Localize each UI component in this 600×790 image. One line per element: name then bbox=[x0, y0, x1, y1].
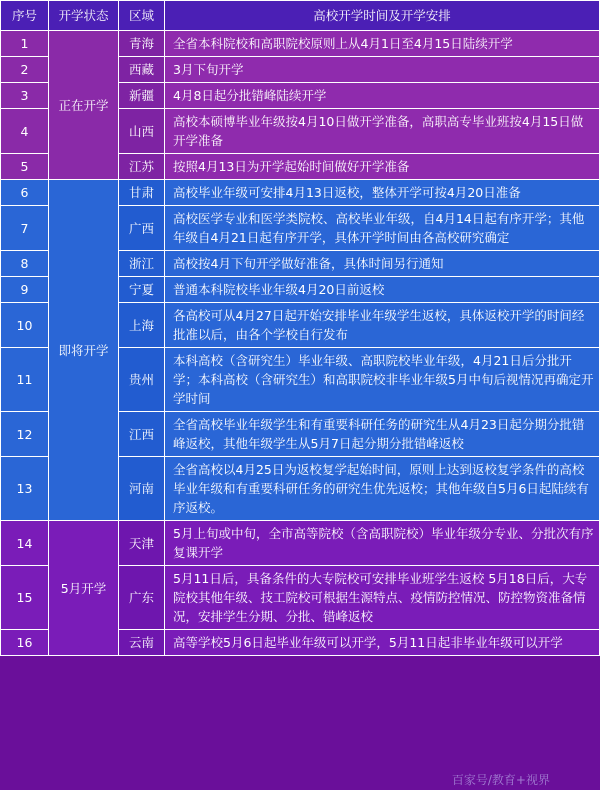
arrangement-cell: 全省高校毕业年级学生和有重要科研任务的研究生从4月23日起分期分批错峰返校，其他年级学生从5月7日起分期分批错峰返校 bbox=[165, 412, 600, 457]
arrangement-cell: 高校毕业年级可安排4月13日返校，整体开学可按4月20日准备 bbox=[165, 180, 600, 206]
arrangement-cell: 5月11日后，具备条件的大专院校可安排毕业班学生返校 5月18日后，大专院校其他年级、技工院校可根据生源特点、疫情防控情况、防控物资准备情况，安排学生分期、分批、错峰返校 bbox=[165, 566, 600, 630]
header-arrangement: 高校开学时间及开学安排 bbox=[165, 1, 600, 31]
region-cell: 浙江 bbox=[119, 251, 165, 277]
arrangement-cell: 高校医学专业和医学类院校、高校毕业年级，自4月14日起有序开学；其他年级自4月21日起有序开学，具体开学时间由各高校研究确定 bbox=[165, 206, 600, 251]
table-header-row bbox=[1, 1, 600, 31]
arrangement-cell: 本科高校（含研究生）毕业年级、高职院校毕业年级，4月21日后分批开学；本科高校（含研究生）和高职院校非毕业年级5月中旬后视情况再确定开学时间 bbox=[165, 348, 600, 412]
row-number: 5 bbox=[1, 154, 49, 180]
status-cell: 5月开学 bbox=[49, 521, 119, 656]
table-body bbox=[1, 31, 600, 656]
row-number: 10 bbox=[1, 303, 49, 348]
watermark: 百家号/教育+视界 bbox=[451, 773, 550, 787]
region-cell: 山西 bbox=[119, 109, 165, 154]
region-cell: 上海 bbox=[119, 303, 165, 348]
row-number: 12 bbox=[1, 412, 49, 457]
arrangement-cell: 全省高校以4月25日为返校复学起始时间，原则上达到返校复学条件的高校毕业年级和有重要科研任务的研究生优先返校；其他年级自5月6日起陆续有序返校。 bbox=[165, 457, 600, 521]
header-region: 区域 bbox=[119, 1, 165, 31]
region-cell: 广东 bbox=[119, 566, 165, 630]
region-cell: 甘肃 bbox=[119, 180, 165, 206]
region-cell: 西藏 bbox=[119, 57, 165, 83]
row-number: 16 bbox=[1, 630, 49, 656]
arrangement-cell: 4月8日起分批错峰陆续开学 bbox=[165, 83, 600, 109]
row-number: 14 bbox=[1, 521, 49, 566]
status-cell: 即将开学 bbox=[49, 180, 119, 521]
arrangement-cell: 全省本科院校和高职院校原则上从4月1日至4月15日陆续开学 bbox=[165, 31, 600, 57]
row-number: 4 bbox=[1, 109, 49, 154]
arrangement-cell: 5月上旬或中旬，全市高等院校（含高职院校）毕业年级分专业、分批次有序复课开学 bbox=[165, 521, 600, 566]
arrangement-cell: 高等学校5月6日起毕业年级可以开学，5月11日起非毕业年级可以开学 bbox=[165, 630, 600, 656]
status-cell: 正在开学 bbox=[49, 31, 119, 180]
row-number: 9 bbox=[1, 277, 49, 303]
row-number: 15 bbox=[1, 566, 49, 630]
arrangement-cell: 普通本科院校毕业年级4月20日前返校 bbox=[165, 277, 600, 303]
row-number: 7 bbox=[1, 206, 49, 251]
header-seq: 序号 bbox=[1, 1, 49, 31]
row-number: 3 bbox=[1, 83, 49, 109]
table-row bbox=[1, 31, 600, 57]
region-cell: 新疆 bbox=[119, 83, 165, 109]
region-cell: 广西 bbox=[119, 206, 165, 251]
arrangement-cell: 按照4月13日为开学起始时间做好开学准备 bbox=[165, 154, 600, 180]
table-row bbox=[1, 521, 600, 566]
row-number: 1 bbox=[1, 31, 49, 57]
region-cell: 天津 bbox=[119, 521, 165, 566]
row-number: 13 bbox=[1, 457, 49, 521]
region-cell: 河南 bbox=[119, 457, 165, 521]
header-status: 开学状态 bbox=[49, 1, 119, 31]
row-number: 6 bbox=[1, 180, 49, 206]
arrangement-cell: 高校按4月下旬开学做好准备，具体时间另行通知 bbox=[165, 251, 600, 277]
arrangement-cell: 3月下旬开学 bbox=[165, 57, 600, 83]
row-number: 2 bbox=[1, 57, 49, 83]
region-cell: 宁夏 bbox=[119, 277, 165, 303]
region-cell: 云南 bbox=[119, 630, 165, 656]
table-row bbox=[1, 180, 600, 206]
region-cell: 青海 bbox=[119, 31, 165, 57]
row-number: 8 bbox=[1, 251, 49, 277]
region-cell: 江西 bbox=[119, 412, 165, 457]
arrangement-cell: 各高校可从4月27日起开始安排毕业年级学生返校，具体返校开学的时间经批准以后，由各个学校自行发布 bbox=[165, 303, 600, 348]
arrangement-cell: 高校本硕博毕业年级按4月10日做开学准备，高职高专毕业班按4月15日做开学准备 bbox=[165, 109, 600, 154]
region-cell: 贵州 bbox=[119, 348, 165, 412]
row-number: 11 bbox=[1, 348, 49, 412]
region-cell: 江苏 bbox=[119, 154, 165, 180]
